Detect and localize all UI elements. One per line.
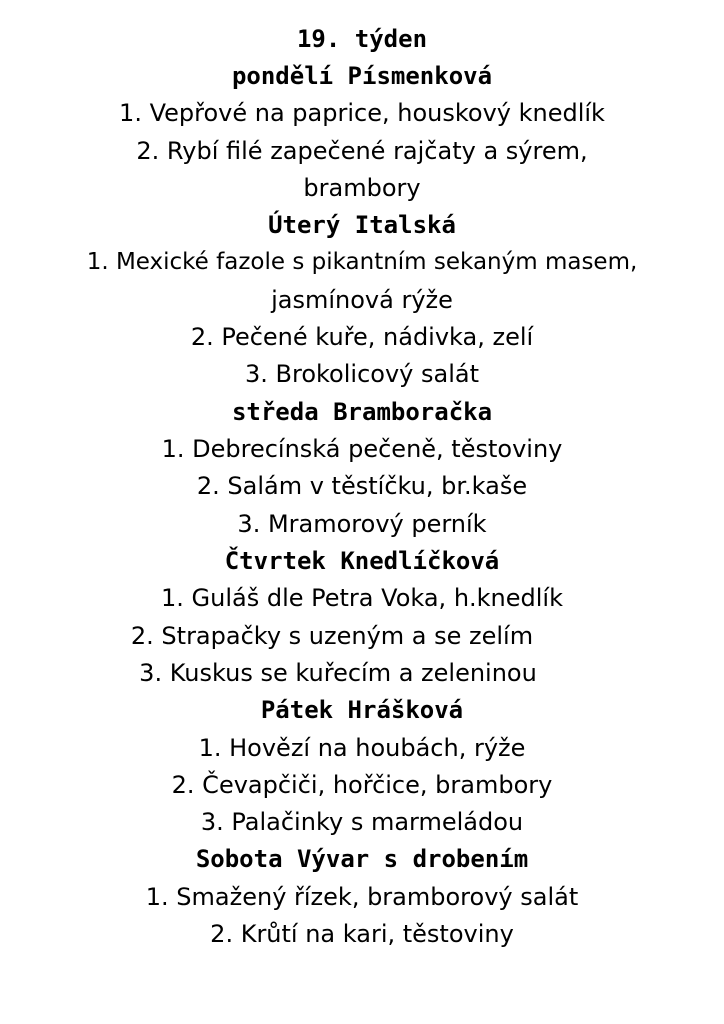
week-title: 19. týden [296,25,428,53]
menu-item: 2. Salám v těstíčku, br.kaše [196,472,528,500]
day-heading-friday: Pátek Hrášková [260,696,464,724]
menu-item: 1. Guláš dle Petra Voka, h.knedlík [161,584,563,612]
day-heading-thursday: Čtvrtek Knedlíčková [224,547,500,575]
day-heading-tuesday: Úterý Italská [268,211,456,239]
day-heading-monday: pondělí Písmenková [231,62,493,90]
menu-item: 2. Strapačky s uzeným a se zelím [130,622,534,650]
day-heading-saturday: Sobota Vývar s drobením [195,845,529,873]
menu-item: 3. Mramorový perník [237,510,487,538]
menu-item: 3. Brokolicový salát [245,360,479,388]
menu-item: 3. Palačinky s marmeládou [200,808,524,836]
menu-item: 2. Čevapčiči, hořčice, brambory [171,771,553,799]
menu-item: 1. Vepřové na paprice, houskový knedlík [119,99,605,127]
menu-item: 1. Debrecínská pečeně, těstoviny [161,435,563,463]
menu-item: 1. Hovězí na houbách, rýže [198,734,526,762]
menu-item: 3. Kuskus se kuřecím a zeleninou [139,659,537,687]
day-heading-wednesday: středa Bramboračka [231,398,493,426]
menu-item: 1. Smažený řízek, bramborový salát [145,883,579,911]
menu-item: 2. Krůtí na kari, těstoviny [210,920,514,948]
menu-item: 2. Rybí filé zapečené rajčaty a sýrem, [136,137,588,165]
menu-item: 1. Mexické fazole s pikantním sekaným masem, [86,249,638,275]
menu-item: jasmínová rýže [271,286,453,314]
menu-item: brambory [303,174,421,202]
menu-item: 2. Pečené kuře, nádivka, zelí [190,323,534,351]
